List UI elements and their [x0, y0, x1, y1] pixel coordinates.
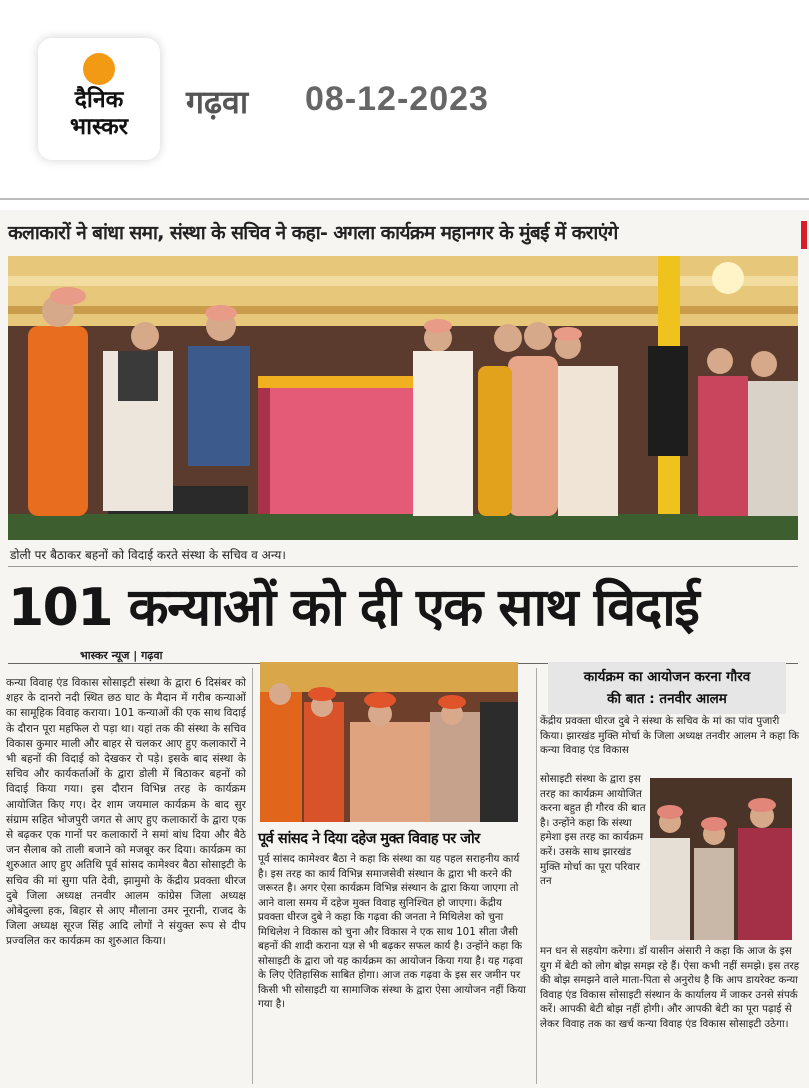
edition-city: गढ़वा	[186, 83, 249, 121]
guests-photo	[650, 778, 792, 940]
article-byline: भास्कर न्यूज | गढ़वा	[80, 649, 163, 662]
column-divider	[252, 668, 253, 1084]
article-body-column-2: पूर्व सांसद कामेश्वर बैठा ने कहा कि संस्था का यह पहल सराहनीय कार्य है। इस तरह का कार्य विभिन्न समाजसेवी संस्थान के द्वारा भी करने की जरूरत है। अगर ऐसा कार्यक्रम विभिन्न संस्थान के द्वारा किया जाएगा तो आने वाला समय में दहेज मुक्त विवाह सुनिश्चित हो जाएगा। केंद्रीय प्रवक्ता धीरज दुबे ने कहा कि गढ़वा की जनता ने मिथिलेश को चुना मिथिलेश ने विकास को चुना और विकास ने एक साथ 101 सीता जैसी बहनों की शादी कराना यज्ञ से भी बढ़कर सफल कार्य है। उन्होंने कहा कि सोसाइटी के द्वारा जो यह कार्यक्रम का आयोजन किया गया है। यह गढ़वा के लिए ऐतिहासिक साबित होगा। आज तक गढ़वा के इस सर जमीन पर किसी भी सोसाइटी या सामाजिक संस्था के द्वारा ऐसा आयोजन नहीं किया गया है।	[258, 853, 526, 1010]
article-body-column-3-left: सोसाइटी संस्था के द्वारा इस तरह का कार्यक्रम आयोजित करना बहुत ही गौरव की बात है। उन्होंने कहा कि संस्था हमेशा इस तरह का कार्यक्रम करें। उसके साथ झारखंड मुक्ति मोर्चा का पूरा परिवार तन	[540, 773, 646, 888]
column-divider	[536, 668, 537, 1084]
header-divider	[0, 198, 809, 200]
logo-text-line1: दैनिक	[74, 87, 124, 113]
column-3-subheading-line2: की बात : तनवीर आलम	[607, 691, 727, 707]
logo-text-line2: भास्कर	[69, 114, 129, 140]
article-kicker: कलाकारों ने बांधा समा, संस्था के सचिव ने कहा- अगला कार्यक्रम महानगर के मुंबई में कराएंगे	[8, 222, 618, 244]
page-header	[0, 0, 809, 200]
edition-date: 08-12-2023	[305, 80, 489, 118]
article-headline: 101 कन्याओं को दी एक साथ विदाई	[8, 578, 699, 638]
column-2-subheading: पूर्व सांसद ने दिया दहेज मुक्त विवाह पर जोर	[258, 831, 480, 847]
column-3-subheading-box	[548, 662, 786, 714]
article-body-column-3-top: केंद्रीय प्रवक्ता धीरज दुबे ने संस्था के सचिव के मां का पांव पुजारी किया। झारखंड मुक्ति मोर्चा के जिला अध्यक्ष तनवीर आलम ने कहा कि कन्या विवाह एंड विकास	[540, 715, 800, 757]
dainik-bhaskar-logo	[38, 38, 160, 160]
caption-divider	[8, 566, 798, 567]
procession-photo-illustration	[260, 662, 518, 822]
article-body-column-3-bottom: मन धन से सहयोग करेगा। डॉ यासीन अंसारी ने कहा कि आज के इस युग में बेटी को लोग बोझ समझ रहे हैं। ऐसा कभी नहीं समझे। इस तरह की बोझ समझने वाले माता-पिता से अनुरोध है कि आप डायरेक्ट कन्या विवाह एंड विकास सोसाइटी संस्थान के कार्यालय में जाकर उनसे संपर्क करें। आपकी बेटी बोझ नहीं होगी। और आपकी बेटी का पूरा पढ़ाई से लेकर विवाह तक का खर्च कन्या विवाह एंड विकास सोसाइटी उठेगा।	[540, 945, 800, 1030]
column-3-subheading-line1: कार्यक्रम का आयोजन करना गौरव	[583, 669, 751, 685]
guests-photo-illustration	[650, 778, 792, 940]
stage-photo-illustration	[8, 256, 798, 540]
article-body-column-1: कन्या विवाह एंड विकास सोसाइटी संस्था के द्वारा 6 दिसंबर को शहर के दानरो नदी स्थित छठ घाट के मैदान में गरीब कन्याओं का सामूहिक विवाह कराया। 101 कन्याओं की एक साथ विदाई के दौरान पूरा महफिल रो पड़ा था। यहां तक की संस्था के सचिव विकास कुमार माली और बाहर से चलकर आए हुए कलाकारों ने भी बहनों की विदाई को देखकर रो पड़े। इसके बाद संस्था के सचिव और कार्यकर्ताओं के द्वारा डोली में बिठाकर बहनों को विदाई किया गया। इस दौरान विभिन्न तरह के कार्यक्रम आयोजित किए गए। देर शाम जयमाल कार्यक्रम के बाद सुर संग्राम सहित भोजपुरी जगत से आए हुए कलाकारों के द्वारा एक से बढ़कर एक गानों पर कलाकारों ने समां बांध दिया और बैठे जन सैलाब को ताली बजाने को मजबूर कर दिया। कार्यक्रम का शुरुआत आए हुए अतिथि पूर्व सांसद कामेश्वर बैठा सोसाइटी के सचिव की मां सुगा पति देवी, झामुमो के केंद्रीय प्रवक्ता धीरज दुबे जिला अध्यक्ष तनवीर आलम कांग्रेस जिला अध्यक्ष ओबेदुल्ला हक, बिहार से आए मौलाना उमर नूरानी, राजद के जिला अध्यक्ष सूरज सिंह आदि लोगों ने संयुक्त रूप से दीप प्रज्वलित कर कार्यक्रम का शुरुआत किया।	[6, 677, 246, 948]
sun-logo-icon	[83, 53, 115, 85]
photo-caption: डोली पर बैठाकर बहनों को विदाई करते संस्था के सचिव व अन्य।	[10, 548, 286, 562]
main-photo-stage-event	[8, 256, 798, 540]
kicker-accent-bar	[801, 221, 807, 249]
doli-procession-photo	[260, 662, 518, 822]
